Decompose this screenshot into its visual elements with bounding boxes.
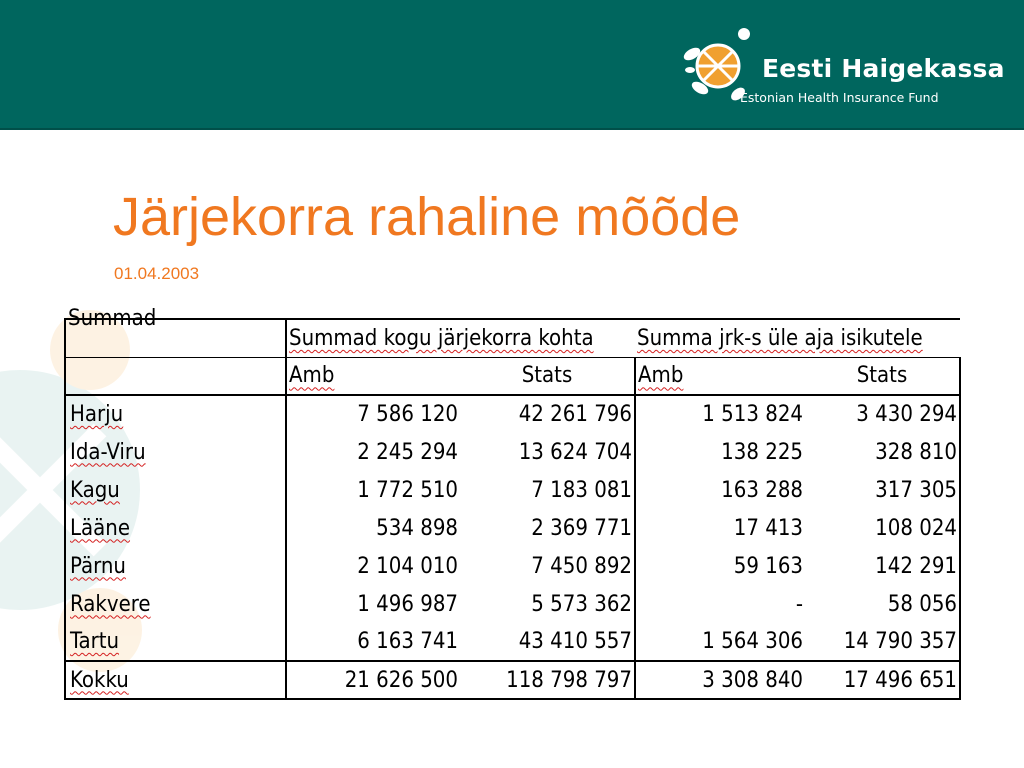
row-name-cell: Ida-Viru — [65, 433, 286, 471]
total-value-cell: 17 496 651 — [805, 661, 960, 699]
group-header-row — [65, 319, 960, 357]
value-cell: 43 410 557 — [460, 623, 635, 661]
value-cell: 1 772 510 — [357, 477, 458, 503]
value-cell: 328 810 — [805, 433, 960, 471]
row-name-cell: Kagu — [65, 471, 286, 509]
value-cell: 59 163 — [733, 553, 803, 579]
table-row — [65, 471, 960, 509]
row-name-cell: Pärnu — [65, 547, 286, 585]
sub-header-stats-1: Stats — [460, 357, 635, 395]
data-table-container — [64, 306, 961, 700]
total-row — [65, 661, 960, 699]
total-value-cell: 21 626 500 — [286, 661, 460, 699]
value-cell: 142 291 — [805, 547, 960, 585]
value-cell: 1 496 987 — [357, 591, 458, 617]
value-cell: 2 245 294 — [357, 439, 458, 465]
row-name-cell: Tartu — [65, 623, 286, 661]
sub-header-amb-1: Amb — [286, 357, 460, 395]
value-cell: 534 898 — [376, 515, 458, 541]
sub-header-stats-2: Stats — [805, 357, 960, 395]
table-row — [65, 585, 960, 623]
value-cell: 163 288 — [721, 477, 803, 503]
table-row — [65, 395, 960, 433]
data-table — [64, 318, 961, 700]
value-cell: 108 024 — [805, 509, 960, 547]
slide-date: 01.04.2003 — [114, 264, 200, 283]
value-cell: 6 163 741 — [357, 629, 458, 654]
table-row — [65, 433, 960, 471]
brand-name: Eesti Haigekassa — [762, 54, 1005, 83]
value-cell: 17 413 — [733, 515, 803, 541]
value-cell: 13 624 704 — [460, 433, 635, 471]
total-value-cell: 3 308 840 — [635, 661, 805, 699]
value-cell: 138 225 — [721, 439, 803, 465]
value-cell: 58 056 — [805, 585, 960, 623]
table-row — [65, 509, 960, 547]
sub-header-row — [65, 357, 960, 395]
value-cell: 7 183 081 — [460, 471, 635, 509]
value-cell: 3 430 294 — [805, 395, 960, 433]
row-name-cell: Harju — [65, 395, 286, 433]
value-cell: 14 790 357 — [805, 623, 960, 661]
value-cell: 2 104 010 — [357, 553, 458, 579]
brand-subtitle: Estonian Health Insurance Fund — [740, 90, 939, 105]
table-row — [65, 547, 960, 585]
slide-title: Järjekorra rahaline mõõde — [113, 187, 741, 247]
value-cell: 1 513 824 — [702, 402, 803, 427]
value-cell: 2 369 771 — [460, 509, 635, 547]
value-cell: 7 586 120 — [357, 402, 458, 427]
sub-header-amb-2: Amb — [635, 357, 805, 395]
value-cell: - — [795, 591, 803, 617]
header-band — [0, 0, 1024, 130]
group-header-total-queue: Summad kogu järjekorra kohta — [286, 319, 635, 357]
sub-header-corner-cell — [65, 357, 286, 395]
value-cell: 5 573 362 — [460, 585, 635, 623]
total-name-cell: Kokku — [65, 661, 286, 699]
sheet-label: Summad — [68, 306, 157, 331]
brand-logo — [680, 24, 1005, 106]
value-cell: 42 261 796 — [460, 395, 635, 433]
total-value-cell: 118 798 797 — [460, 661, 635, 699]
value-cell: 317 305 — [805, 471, 960, 509]
group-header-over-time: Summa jrk-s üle aja isikutele — [635, 319, 960, 357]
value-cell: 7 450 892 — [460, 547, 635, 585]
row-name-cell: Rakvere — [65, 585, 286, 623]
row-name-cell: Lääne — [65, 509, 286, 547]
table-row — [65, 623, 960, 661]
value-cell: 1 564 306 — [702, 629, 803, 654]
